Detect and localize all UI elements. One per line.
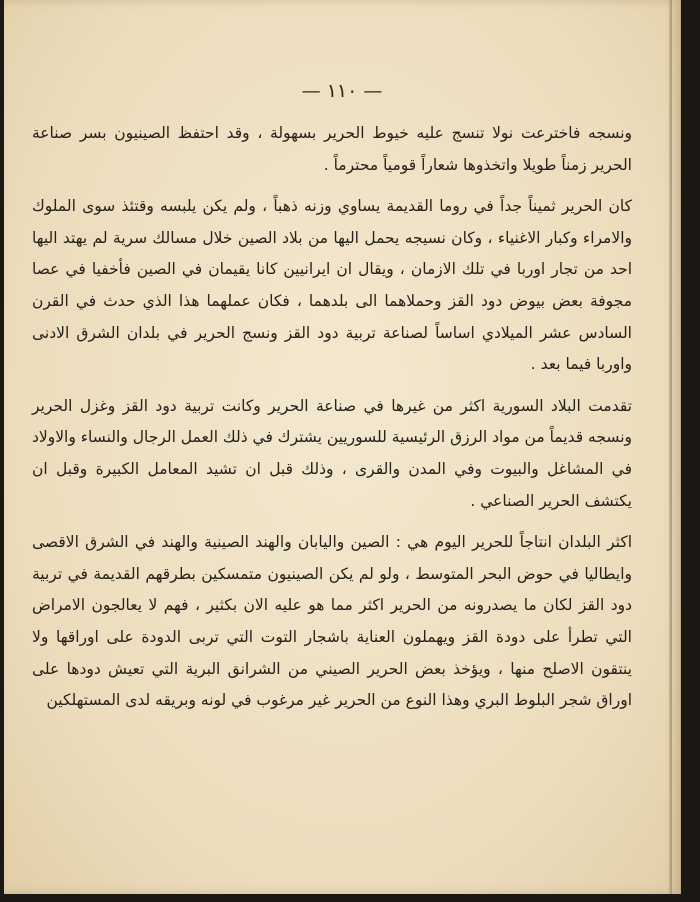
page-number: — ١١٠ — <box>301 80 383 102</box>
page-binding-edge <box>669 0 672 894</box>
book-page <box>4 0 681 894</box>
paragraph-3: تقدمت البلاد السورية اكثر من غيرها في صناعة الحرير وكانت تربية دود القز وغزل الحرير ونسجه قديماً من مواد الرزق الرئيسية للسوريين يشترك في ذلك العمل الرجال والنساء والاولاد في المشاغل والبيوت وفي المدن والقرى ، وذلك قبل ان تشيد المعامل الكبيرة وقبل ان يكتشف الحرير الصناعي . <box>31 396 632 510</box>
paragraph-4: اكثر البلدان انتاجاً للحرير اليوم هي : الصين واليابان والهند الصينية والهند في الشرق الاقصى وايطاليا في حوض البحر المتوسط ، ولو لم يكن الصينيون متمسكين بطرقهم القديمة في تربية دود القز لكان ما يصدرونه من الحرير اكثر مما هو عليه الان بكثير ، فهم لا يعالجون الامراض التي تطرأ على دودة القز ويهملون العناية باشجار التوت التي تربى الدودة على اوراقها ولا ينتقون الاصلح منها ، ويؤخذ بعض الحرير الصيني من الشرانق البرية التي تعيش دودها على اوراق شجر البلوط البري وهذا النوع من الحرير غير مرغوب في لونه وبريقه لدى المستهلكين <box>32 533 632 710</box>
body-text <box>32 118 632 717</box>
paragraph-1: ونسجه فاخترعت نولا تنسج عليه خيوط الحرير بسهولة ، وقد احتفظ الصينيون بسر صناعة الحرير زمناً طويلا واتخذوها شعاراً قومياً محترماً . <box>32 124 632 174</box>
paragraph-2: كان الحرير ثميناً جداً في روما القديمة يساوي وزنه ذهباً ، ولم يكن يلبسه وقتئذ سوى الملوك والامراء وكبار الاغنياء ، وكان نسيجه يحمل اليها من بلاد الصين خلال مسالك سرية لم يهتد اليها احد من تجار اوربا في تلك الازمان ، ويقال ان ايرانيين كانا يقيمان في الصين فأخفيا في عصا مجوفة بعض بيوض دود القز وحملاهما الى بلدهما ، فكان عملهما هذا الذي حدث في القرن السادس عشر الميلادي اساساً لصناعة تربية دود القز ونسج الحرير في بلدان الشرق الادنى واوربا فيما بعد . <box>32 197 632 374</box>
